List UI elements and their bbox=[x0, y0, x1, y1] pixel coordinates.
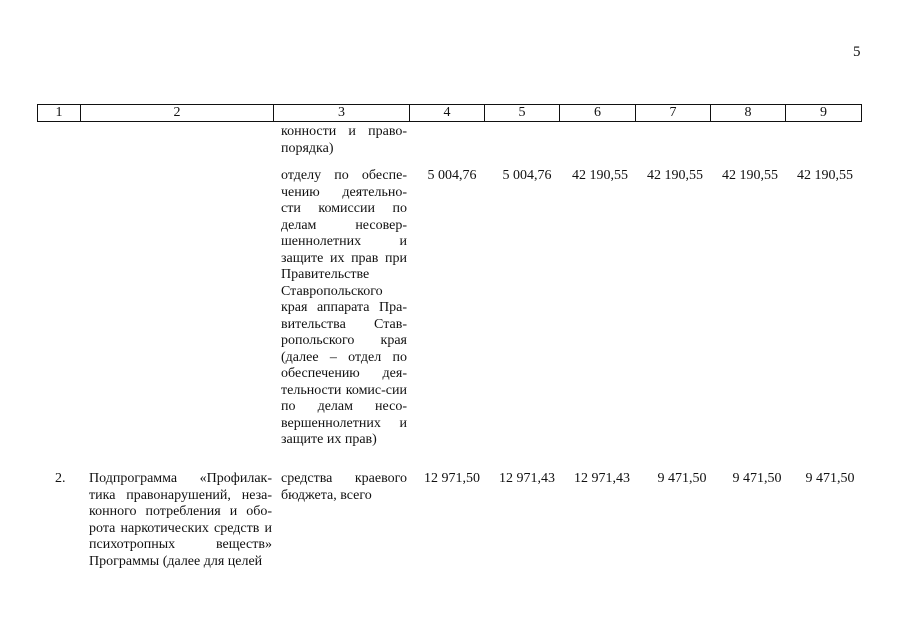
row-2-value: 12 971,50 bbox=[424, 471, 480, 486]
header-cell: 4 bbox=[410, 105, 485, 122]
row-1-value: 42 190,55 bbox=[722, 168, 778, 183]
row-2-value: 12 971,43 bbox=[574, 471, 630, 486]
header-cell: 7 bbox=[636, 105, 711, 122]
row-2-value: 12 971,43 bbox=[499, 471, 555, 486]
header-cell: 6 bbox=[560, 105, 636, 122]
row-1-value: 42 190,55 bbox=[647, 168, 703, 183]
row-2-value: 9 471,50 bbox=[732, 471, 782, 486]
row-2-value: 9 471,50 bbox=[805, 471, 855, 486]
row-0-col3: конности и право-порядка) bbox=[281, 124, 407, 156]
page-number: 5 bbox=[853, 44, 861, 60]
header-cell: 5 bbox=[485, 105, 560, 122]
header-cell: 3 bbox=[274, 105, 410, 122]
header-cell: 8 bbox=[711, 105, 786, 122]
row-1-value: 42 190,55 bbox=[797, 168, 853, 183]
row-1-value: 42 190,55 bbox=[572, 168, 628, 183]
row-1-value: 5 004,76 bbox=[502, 168, 552, 183]
header-cell: 9 bbox=[786, 105, 862, 122]
row-2-col2: Подпрограмма «Профилак-тика правонарушений, неза-конного потребления и обо-рота наркотических средств и психотропных веществ» Программы (далее для целей bbox=[89, 471, 272, 569]
row-2-number: 2. bbox=[55, 471, 66, 486]
header-cell: 1 bbox=[38, 105, 81, 122]
table-header bbox=[37, 104, 862, 122]
row-1-col3: отделу по обеспе-чению деятельно-сти комиссии по делам несовер-шеннолетних и защите их прав при Правительстве Ставропольского края аппарата Пра-вительства Став-ропольского края (далее – отдел по обеспечению дея-тельности комис-сии по делам несо-вершеннолетних и защите их прав) bbox=[281, 168, 407, 447]
row-1-value: 5 004,76 bbox=[427, 168, 477, 183]
row-2-col3: средства краевого бюджета, всего bbox=[281, 471, 407, 503]
row-2-value: 9 471,50 bbox=[657, 471, 707, 486]
header-cell: 2 bbox=[81, 105, 274, 122]
